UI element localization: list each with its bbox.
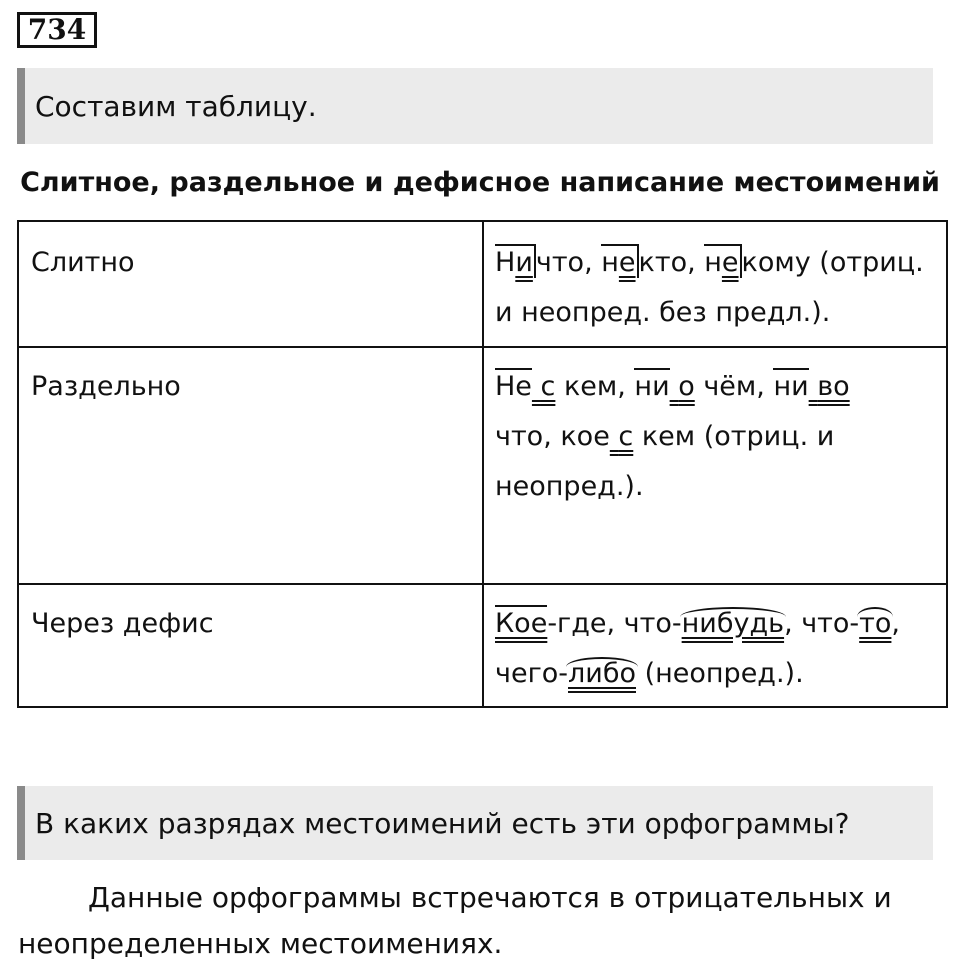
table-title: Слитное, раздельное и дефисное написание местоимений	[20, 167, 940, 198]
table-row-label: Раздельно	[31, 371, 181, 402]
table-column-divider	[482, 222, 484, 706]
preposition-mark: о	[678, 371, 695, 402]
example-line: Кое-где, что-нибудь, что-то,	[495, 599, 945, 649]
particle-mark: ни	[773, 368, 808, 402]
table-row-divider	[19, 346, 946, 348]
table-row-label: Слитно	[31, 247, 135, 278]
intro-callout	[17, 68, 933, 144]
prefix-mark: Кое	[495, 605, 547, 639]
spelling-table	[17, 220, 948, 708]
preposition-mark: с	[540, 371, 556, 402]
prefix-mark: не	[704, 244, 741, 278]
prefix-mark: Ни	[495, 244, 536, 278]
suffix-mark: либо	[568, 649, 636, 699]
particle-mark: ни	[634, 368, 669, 402]
example-line: Не с кем, ни о чём, ни во	[495, 362, 945, 412]
example-line: Ни что, не кто, не кому (отриц.	[495, 238, 945, 288]
answer-text: Данные орфограммы встречаются в отрицательных и неопределенных местоимениях.	[18, 881, 892, 960]
question-text: В каких разрядах местоимений есть эти орфограммы?	[35, 806, 850, 840]
example-line: что, кое с кем (отриц. и	[495, 421, 835, 452]
particle-mark: Не	[495, 368, 532, 402]
preposition-mark: с	[618, 421, 634, 452]
table-row-examples	[495, 362, 945, 512]
prefix-mark: не	[601, 244, 638, 278]
intro-text: Составим таблицу.	[35, 89, 317, 123]
table-row-examples	[495, 599, 945, 699]
suffix-mark: нибудь	[682, 599, 784, 649]
task-number: 734	[17, 12, 97, 48]
table-row-divider	[19, 583, 946, 585]
suffix-mark: то	[859, 599, 891, 649]
question-callout	[17, 786, 933, 860]
example-line: и неопред. без предл.).	[495, 297, 831, 328]
table-row-label: Через дефис	[31, 608, 214, 639]
table-row-examples	[495, 238, 945, 338]
example-line: неопред.).	[495, 471, 644, 502]
preposition-mark: во	[817, 371, 850, 402]
example-line: чего-либо (неопред.).	[495, 649, 945, 699]
